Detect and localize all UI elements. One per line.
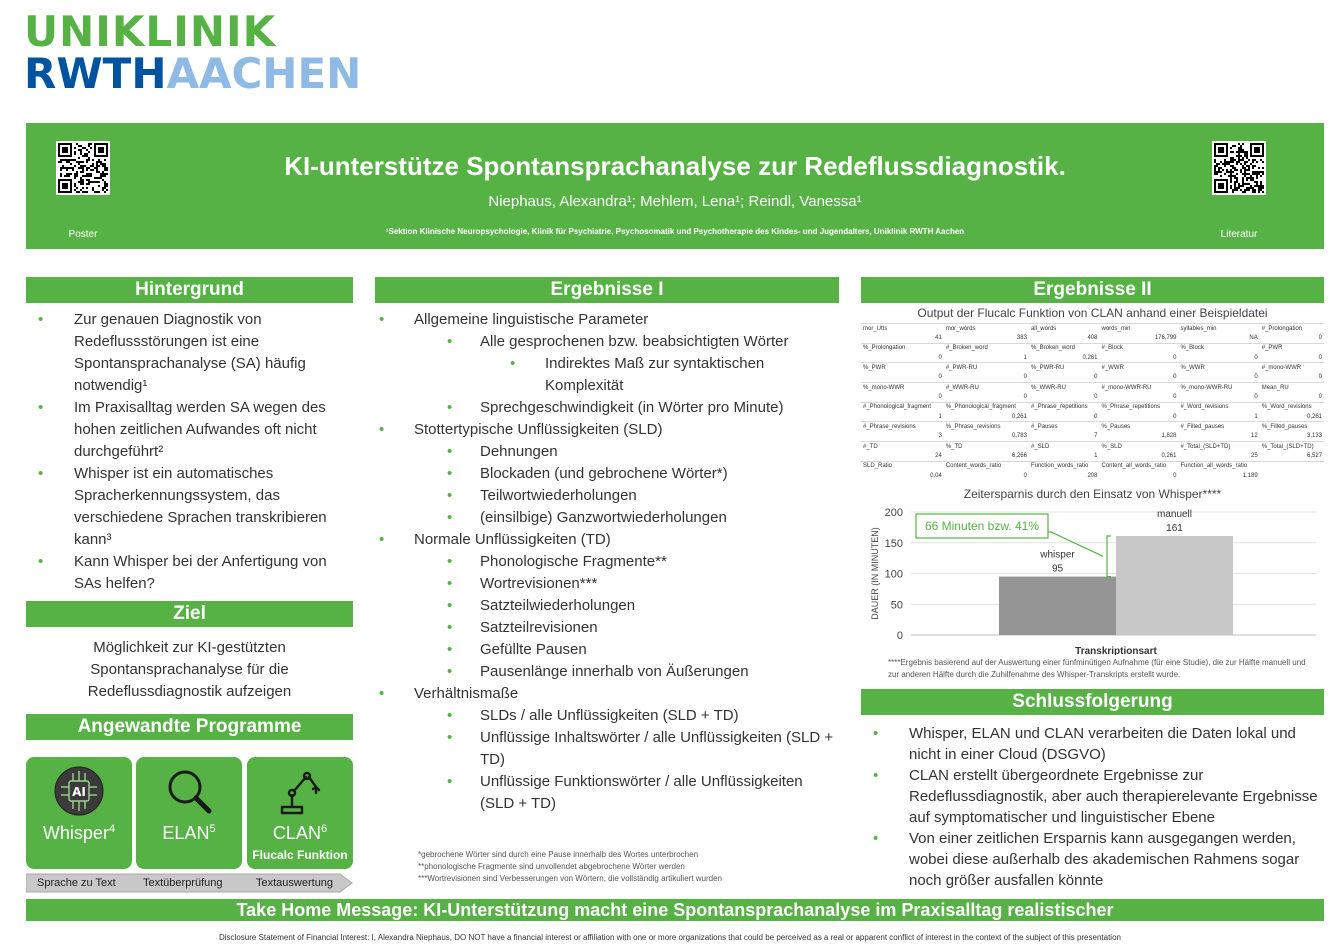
program-elan[interactable] [136, 757, 242, 869]
table-cell: 0 [1173, 413, 1177, 420]
table-cell: 0,261 [1082, 354, 1098, 361]
table-row [861, 383, 1324, 393]
list-item: • Whisper ist ein automatisches Spracherkennungssystem, das verschiedene Sprachen transkribieren kann³ [26, 463, 356, 551]
table-cell: #_mono-WWR [1260, 363, 1324, 373]
chart-footnote: ****Ergebnis basierend auf der Auswertung einer fünfminütigen Aufnahme (für eine Studie), die zur Hälfte manuell und zur anderen Hälfte durch die Zuhilfenahme des Whisper-Transkripts erstellt wurde. [888, 658, 1306, 679]
table-cell: #_TD [861, 442, 944, 452]
table-cell: 1 [1023, 354, 1027, 361]
flucalc-table-title: Output der Flucalc Funktion von CLAN anhand einer Beispieldatei [917, 306, 1268, 320]
table-cell: 12 [1251, 433, 1258, 440]
table-cell: 0 [1254, 354, 1258, 361]
list-item: • Im Praxisalltag werden SA wegen des hohen zeitlichen Aufwandes oft nicht durchgeführt² [26, 397, 356, 463]
list-item: • Dehnungen [375, 441, 839, 463]
table-cell: 0,261 [1011, 413, 1027, 420]
table-cell: #_PWR [1260, 343, 1324, 353]
table-cell: #_Total_(SLD+TD) [1178, 442, 1259, 452]
list-item: • Sprechgeschwindigkeit (in Wörter pro Minute) [375, 397, 839, 419]
table-cell: 1 [1094, 453, 1098, 460]
table-cell: SLD_Ratio [861, 461, 944, 471]
bar-manuell [1116, 536, 1233, 635]
table-cell: 0 [1318, 335, 1322, 342]
table-cell: 1,189 [1242, 473, 1258, 480]
table-cell: #_mono-WWR-RU [1099, 383, 1178, 393]
table-cell: 0 [1254, 374, 1258, 381]
table-cell: 0 [1173, 354, 1177, 361]
table-cell: #_Block [1099, 343, 1178, 353]
list-item: • Alle gesprochenen bzw. beabsichtigten Wörter [375, 331, 839, 353]
table-cell: 0 [1173, 374, 1177, 381]
ergebnisse2-header: Ergebnisse II [861, 277, 1324, 303]
table-cell: 0 [1318, 374, 1322, 381]
table-cell: #_PWR-RU [944, 363, 1029, 373]
list-item: • (einsilbige) Ganzwortwiederholungen [375, 507, 839, 529]
robot-arm-icon [274, 765, 326, 817]
table-cell: all_words [1029, 324, 1100, 334]
table-cell: %_Phonological_fragment [944, 402, 1029, 412]
table-row [861, 471, 1324, 481]
ergebnisse1-header: Ergebnisse I [375, 277, 839, 303]
title-banner [26, 123, 1324, 249]
ziel-header: Ziel [26, 601, 353, 627]
table-row [861, 333, 1324, 343]
table-cell: 1 [938, 413, 942, 420]
list-item: • Indirektes Maß zur syntaktischen Komplexität [375, 353, 839, 397]
table-cell: 0 [1318, 394, 1322, 401]
workflow-step-1: Sprache zu Text [37, 877, 116, 889]
table-cell: #_Broken_word [944, 343, 1029, 353]
workflow-arrow [26, 872, 356, 894]
table-cell: %_PWR [861, 363, 944, 373]
table-row [861, 363, 1324, 373]
table-cell: #_Word_revisions [1178, 402, 1259, 412]
table-cell: %_mono-WWR-RU [1178, 383, 1259, 393]
table-cell: 0,04 [930, 473, 942, 480]
program-clan[interactable] [247, 757, 353, 869]
table-cell: Function_words_ratio [1029, 461, 1100, 471]
table-cell: Function_all_words_ratio [1178, 461, 1259, 471]
list-item: • SLDs / alle Unflüssigkeiten (SLD + TD) [375, 705, 839, 727]
table-cell: 25 [1251, 453, 1258, 460]
list-item: • Satzteilwiederholungen [375, 595, 839, 617]
schluss-header: Schlussfolgerung [861, 689, 1324, 715]
table-row [861, 402, 1324, 412]
table-cell: Content_all_words_ratio [1099, 461, 1178, 471]
table-cell: %_Broken_word [1029, 343, 1100, 353]
list-item: • Blockaden (und gebrochene Wörter*) [375, 463, 839, 485]
table-cell: #_WWR [1099, 363, 1178, 373]
time-savings-chart [861, 505, 1324, 655]
program-elan-label: ELAN$^5$ [162, 823, 216, 843]
table-cell: %_Word_revisions [1260, 402, 1324, 412]
table-cell: Content_words_ratio [944, 461, 1029, 471]
table-cell: %_TD [944, 442, 1029, 452]
table-cell: 0 [1254, 394, 1258, 401]
table-cell: %_WWR-RU [1029, 383, 1100, 393]
list-item: • Phonologische Fragmente** [375, 551, 839, 573]
table-cell: 24 [935, 453, 942, 460]
table-cell: #_Phrase_revisions [861, 422, 944, 432]
logo-line1: UNIKLINIK [24, 7, 277, 56]
take-home-message: Take Home Message: KI-Unterstützung macht eine Spontansprachanalyse im Praxisalltag realistischer [26, 899, 1324, 921]
chart-title: Zeitersparnis durch den Einsatz von Whisper**** [963, 487, 1222, 501]
table-cell: #_Phonological_fragment [861, 402, 944, 412]
flucalc-table [861, 323, 1324, 481]
table-cell: 208 [1087, 473, 1098, 480]
table-cell: %_WWR [1178, 363, 1259, 373]
table-cell [1260, 461, 1324, 471]
table-cell: NA [1249, 335, 1258, 342]
table-row [861, 442, 1324, 452]
table-cell: #_Phrase_repetitions [1029, 402, 1100, 412]
table-cell: 3 [938, 433, 942, 440]
table-row [861, 392, 1324, 402]
table-cell: 0 [938, 394, 942, 401]
program-clan-sublabel: Flucalc Funktion [252, 848, 348, 862]
programme-header: Angewandte Programme [26, 714, 353, 740]
hintergrund-list [26, 309, 356, 595]
bar-value-label: 95 [1051, 563, 1064, 575]
table-row [861, 461, 1324, 471]
table-cell: syllables_min [1178, 324, 1259, 334]
list-item: • Kann Whisper bei der Anfertigung von SAs helfen? [26, 551, 356, 595]
ai-chip-icon [53, 765, 105, 817]
list-item: • Zur genauen Diagnostik von Redeflussstörungen ist eine Spontansprachanalyse (SA) häufig notwendig¹ [26, 309, 356, 397]
table-cell: 1,828 [1161, 433, 1177, 440]
poster-authors: Niephaus, Alexandra¹; Mehlem, Lena¹; Reindl, Vanessa¹ [488, 193, 862, 210]
table-cell: %_Total_(SLD+TD) [1260, 442, 1324, 452]
qr-code-literature-icon[interactable] [1212, 141, 1266, 195]
program-clan-label: CLAN$^6$ [272, 823, 328, 843]
hintergrund-header: Hintergrund [26, 277, 353, 303]
footnote-3: ***Wortrevisionen sind Verbesserungen von Wörtern, die vollständig artikuliert wurden [418, 874, 723, 883]
list-item: • Unflüssige Funktionswörter / alle Unflüssigkeiten (SLD + TD) [375, 771, 839, 815]
table-cell: %_mono-WWR [861, 383, 944, 393]
table-cell: 176,799 [1154, 335, 1177, 342]
poster-affiliation: ¹Sektion Klinische Neuropsychologie, Klinik für Psychiatrie, Psychosomatik und Psychotherapie des Kindes- und Jugendalters, Uniklinik RWTH Aachen [385, 227, 965, 236]
list-item: • Satzteilrevisionen [375, 617, 839, 639]
y-tick-label: 0 [896, 630, 903, 642]
table-cell: 3,133 [1306, 433, 1322, 440]
table-cell: 0 [1094, 413, 1098, 420]
table-cell: 0,783 [1011, 433, 1027, 440]
table-cell: 7 [1094, 433, 1098, 440]
qr-literature-label: Literatur [1220, 229, 1258, 240]
list-item: • Von einer zeitlichen Ersparnis kann ausgegangen werden, wobei diese außerhalb des akademischen Rahmens sogar noch größer ausfallen könnte [861, 828, 1324, 891]
workflow-step-3: Textauswertung [256, 877, 334, 889]
table-cell: #_Filled_pauses [1178, 422, 1259, 432]
table-cell: #_Prolongation [1260, 324, 1324, 334]
y-tick-label: 100 [884, 568, 903, 581]
svg-text:AI: AI [72, 785, 86, 799]
table-cell: %_SLD [1099, 442, 1178, 452]
table-row [861, 343, 1324, 353]
bar-value-label: 161 [1166, 522, 1183, 534]
table-cell: 0,261 [1161, 453, 1177, 460]
ergebnisse1-list [375, 309, 839, 815]
table-cell: 0 [1023, 374, 1027, 381]
list-item: • Wortrevisionen*** [375, 573, 839, 595]
table-cell: 0 [1023, 394, 1027, 401]
table-cell [1260, 471, 1324, 481]
disclosure-statement: Disclosure Statement of Financial Interest: I, Alexandra Niephaus, DO NOT have a financial interest or affiliation with one or more organizations that could be perceived as a real or apparent conflict of interest in the context of the subject of this presentation [219, 933, 1121, 942]
logo-aachen: AACHEN [166, 49, 362, 98]
table-row [861, 324, 1324, 334]
workflow-step-2: Textüberprüfung [143, 877, 223, 889]
y-tick-label: 150 [884, 537, 903, 550]
difference-bracket [1107, 536, 1111, 577]
table-cell: 0,261 [1306, 413, 1322, 420]
logo-rwth: RWTH [24, 49, 167, 98]
table-row [861, 353, 1324, 363]
table-cell: %_Filled_pauses [1260, 422, 1324, 432]
table-row [861, 412, 1324, 422]
table-cell: mor_Utts [861, 324, 944, 334]
footnote-2: **phonologische Fragmente sind unvollendet abgebrochene Wörter werden [418, 862, 685, 871]
list-item: • Normale Unflüssigkeiten (TD) [375, 529, 839, 551]
ergebnisse1-footnotes [418, 849, 722, 885]
table-cell: %_Phrase_revisions [944, 422, 1029, 432]
list-item: • Verhältnismaße [375, 683, 839, 705]
ziel-text: Möglichkeit zur KI-gestützten Spontansprachanalyse für die Redeflussdiagnostik aufzeigen [87, 639, 292, 700]
qr-poster-label: Poster [68, 229, 98, 240]
table-cell: Mean_RU [1260, 383, 1324, 393]
list-item: • Stottertypische Unflüssigkeiten (SLD) [375, 419, 839, 441]
logo-line2 [24, 49, 362, 98]
magnifier-icon [163, 765, 215, 817]
table-cell: %_PWR-RU [1029, 363, 1100, 373]
table-cell: mor_words [944, 324, 1029, 334]
table-cell: 0 [938, 354, 942, 361]
table-cell: 408 [1087, 335, 1098, 342]
table-cell: 6,527 [1306, 453, 1322, 460]
table-cell: #_WWR-RU [944, 383, 1029, 393]
table-cell: %_Prolongation [861, 343, 944, 353]
x-axis-label: Transkriptionsart [1075, 646, 1157, 655]
table-cell: %_Block [1178, 343, 1259, 353]
table-cell: 6,266 [1011, 453, 1027, 460]
table-row [861, 451, 1324, 461]
list-item: • Unflüssige Inhaltswörter / alle Unflüssigkeiten (SLD + TD) [375, 727, 839, 771]
list-item: • Whisper, ELAN und CLAN verarbeiten die Daten lokal und nicht in einer Cloud (DSGVO) [861, 723, 1324, 765]
table-row [861, 373, 1324, 383]
table-cell: %_Phrase_repetitions [1099, 402, 1178, 412]
poster-title: KI-unterstütze Spontansprachanalyse zur Redeflussdiagnostik. [284, 151, 1066, 181]
list-item: • Gefüllte Pausen [375, 639, 839, 661]
table-cell: words_min [1099, 324, 1178, 334]
uniklinik-logo [24, 7, 362, 98]
table-row [861, 422, 1324, 432]
table-cell: #_Pauses [1029, 422, 1100, 432]
y-tick-label: 50 [890, 599, 903, 612]
table-cell: 0 [1094, 374, 1098, 381]
table-cell: 0 [1173, 394, 1177, 401]
table-cell: 383 [1016, 335, 1027, 342]
y-axis-label: DAUER (IN MINUTEN) [870, 527, 880, 620]
bar-whisper [999, 577, 1116, 635]
table-cell: %_Pauses [1099, 422, 1178, 432]
table-row [861, 432, 1324, 442]
list-item: • CLAN erstellt übergeordnete Ergebnisse zur Redeflussdiagnostik, aber auch therapierelevante Ergebnisse auf symptomatischer und linguistischer Ebene [861, 765, 1324, 828]
table-cell: 1 [1254, 413, 1258, 420]
table-cell: 41 [935, 335, 942, 342]
table-cell: #_SLD [1029, 442, 1100, 452]
table-cell: 0 [1318, 354, 1322, 361]
table-cell: 0 [1173, 473, 1177, 480]
y-tick-label: 200 [884, 507, 903, 519]
list-item: • Teilwortwiederholungen [375, 485, 839, 507]
schluss-list [861, 723, 1324, 891]
bar-category-label: whisper [1040, 549, 1075, 561]
program-whisper[interactable] [26, 757, 132, 869]
list-item: • Allgemeine linguistische Parameter [375, 309, 839, 331]
table-cell: 0 [1023, 473, 1027, 480]
table-cell: 0 [938, 374, 942, 381]
table-cell: 0 [1094, 394, 1098, 401]
program-whisper-label: Whisper$^4$ [42, 823, 116, 843]
list-item: • Pausenlänge innerhalb von Äußerungen [375, 661, 839, 683]
bar-category-label: manuell [1156, 508, 1193, 520]
annotation-text: 66 Minuten bzw. 41% [924, 519, 1040, 533]
footnote-1: *gebrochene Wörter sind durch eine Pause innerhalb des Wortes unterbrochen [418, 850, 699, 859]
